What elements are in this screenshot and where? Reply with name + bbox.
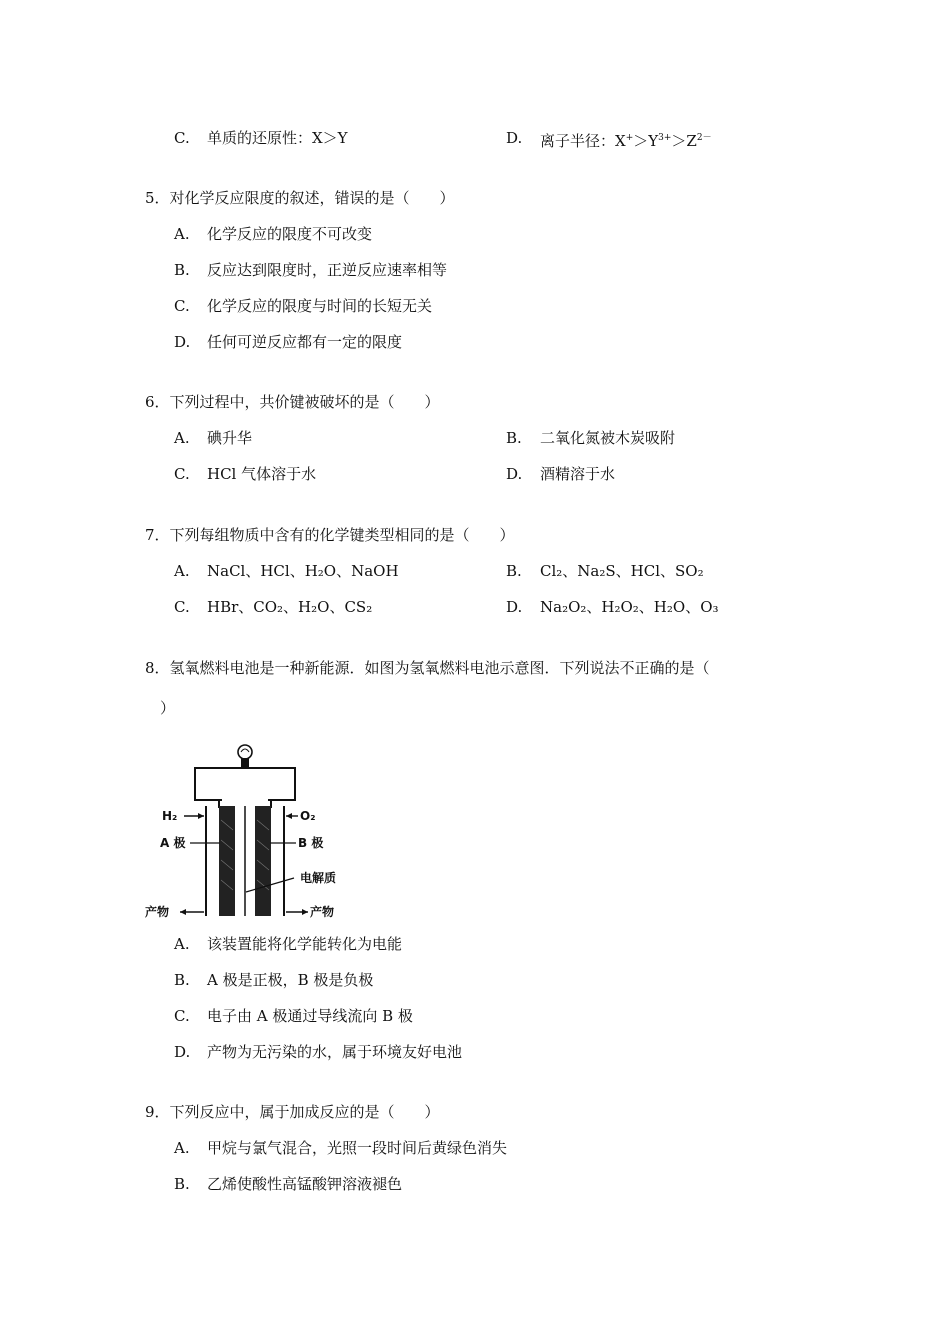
- option-letter: A.: [174, 935, 190, 953]
- electrolyte-label: 电解质: [300, 871, 337, 885]
- frame-gap: [222, 798, 268, 802]
- gt-y: ＞Y: [633, 132, 659, 150]
- option-text: [540, 128, 712, 151]
- option-text: Na₂O₂、H₂O₂、H₂O、O₃: [540, 598, 719, 616]
- fuel-cell-diagram: [140, 740, 360, 925]
- product-right-label: 产物: [310, 905, 335, 919]
- option-letter: A.: [174, 225, 190, 243]
- arrow-left-icon: [180, 909, 186, 915]
- option-letter: B.: [506, 562, 522, 580]
- option-text: HCl 气体溶于水: [207, 465, 317, 483]
- option-letter: B.: [174, 971, 190, 989]
- b-electrode-label: B 极: [298, 836, 324, 850]
- option-letter: D.: [174, 1043, 191, 1061]
- option-text: 乙烯使酸性高锰酸钾溶液褪色: [207, 1175, 403, 1193]
- option-letter: C.: [174, 465, 190, 483]
- option-letter: D.: [174, 333, 191, 351]
- option-letter: D.: [506, 129, 523, 147]
- option-text: 反应达到限度时，正逆反应速率相等: [207, 261, 448, 279]
- option-text: HBr、CO₂、H₂O、CS₂: [207, 598, 373, 616]
- option-letter: C.: [174, 598, 190, 616]
- question-stem: 8．氢氧燃料电池是一种新能源．如图为氢氧燃料电池示意图．下列说法不正确的是（: [145, 659, 710, 677]
- option-text: 甲烷与氯气混合，光照一段时间后黄绿色消失: [207, 1139, 508, 1157]
- option-text: 酒精溶于水: [540, 465, 616, 483]
- h2-label: H₂: [162, 809, 178, 823]
- option-letter: A.: [174, 429, 190, 447]
- option-letter: A.: [174, 562, 190, 580]
- charge-z: 2－: [696, 133, 712, 143]
- option-letter: B.: [174, 1175, 190, 1193]
- option-text: 该装置能将化学能转化为电能: [207, 935, 403, 953]
- option-letter: B.: [506, 429, 522, 447]
- product-left-label: 产物: [145, 905, 170, 919]
- question-stem: 5．对化学反应限度的叙述，错误的是（ ）: [145, 189, 455, 207]
- arrow-right-icon: [198, 813, 204, 819]
- a-electrode-label: A 极: [160, 836, 186, 850]
- electrode-b: [255, 806, 271, 916]
- lightbulb-icon: [238, 745, 252, 768]
- option-letter: C.: [174, 1007, 190, 1025]
- question-stem: 7．下列每组物质中含有的化学键类型相同的是（ ）: [145, 526, 515, 544]
- question-stem: 6．下列过程中，共价键被破坏的是（ ）: [145, 393, 440, 411]
- option-text: A 极是正极，B 极是负极: [207, 971, 374, 989]
- option-text: 化学反应的限度不可改变: [207, 225, 373, 243]
- question-stem: 9．下列反应中，属于加成反应的是（ ）: [145, 1103, 440, 1121]
- arrow-left-icon: [286, 813, 292, 819]
- option-text: Cl₂、Na₂S、HCl、SO₂: [540, 562, 704, 580]
- o2-label: O₂: [300, 809, 316, 823]
- charge-x: +: [625, 133, 634, 143]
- option-letter: C.: [174, 297, 190, 315]
- option-text: NaCl、HCl、H₂O、NaOH: [207, 562, 399, 580]
- ion-radius-text: 离子半径：X: [540, 132, 626, 150]
- arrow-right-icon: [302, 909, 308, 915]
- gt-z: ＞Z: [671, 132, 697, 150]
- option-text: 单质的还原性：X＞Y: [207, 129, 348, 147]
- option-text: 碘升华: [207, 429, 253, 447]
- option-text: 二氧化氮被木炭吸附: [540, 429, 676, 447]
- option-text: 任何可逆反应都有一定的限度: [207, 333, 403, 351]
- option-letter: C.: [174, 129, 190, 147]
- charge-y: 3+: [658, 133, 672, 143]
- option-text: 化学反应的限度与时间的长短无关: [207, 297, 433, 315]
- option-letter: B.: [174, 261, 190, 279]
- option-letter: D.: [506, 465, 523, 483]
- option-letter: A.: [174, 1139, 190, 1157]
- option-text: 产物为无污染的水，属于环境友好电池: [207, 1043, 463, 1061]
- option-letter: D.: [506, 598, 523, 616]
- wire-frame: [195, 768, 295, 800]
- option-text: 电子由 A 极通过导线流向 B 极: [207, 1007, 413, 1025]
- electrode-a: [219, 806, 235, 916]
- question-stem-continued: ）: [160, 699, 176, 717]
